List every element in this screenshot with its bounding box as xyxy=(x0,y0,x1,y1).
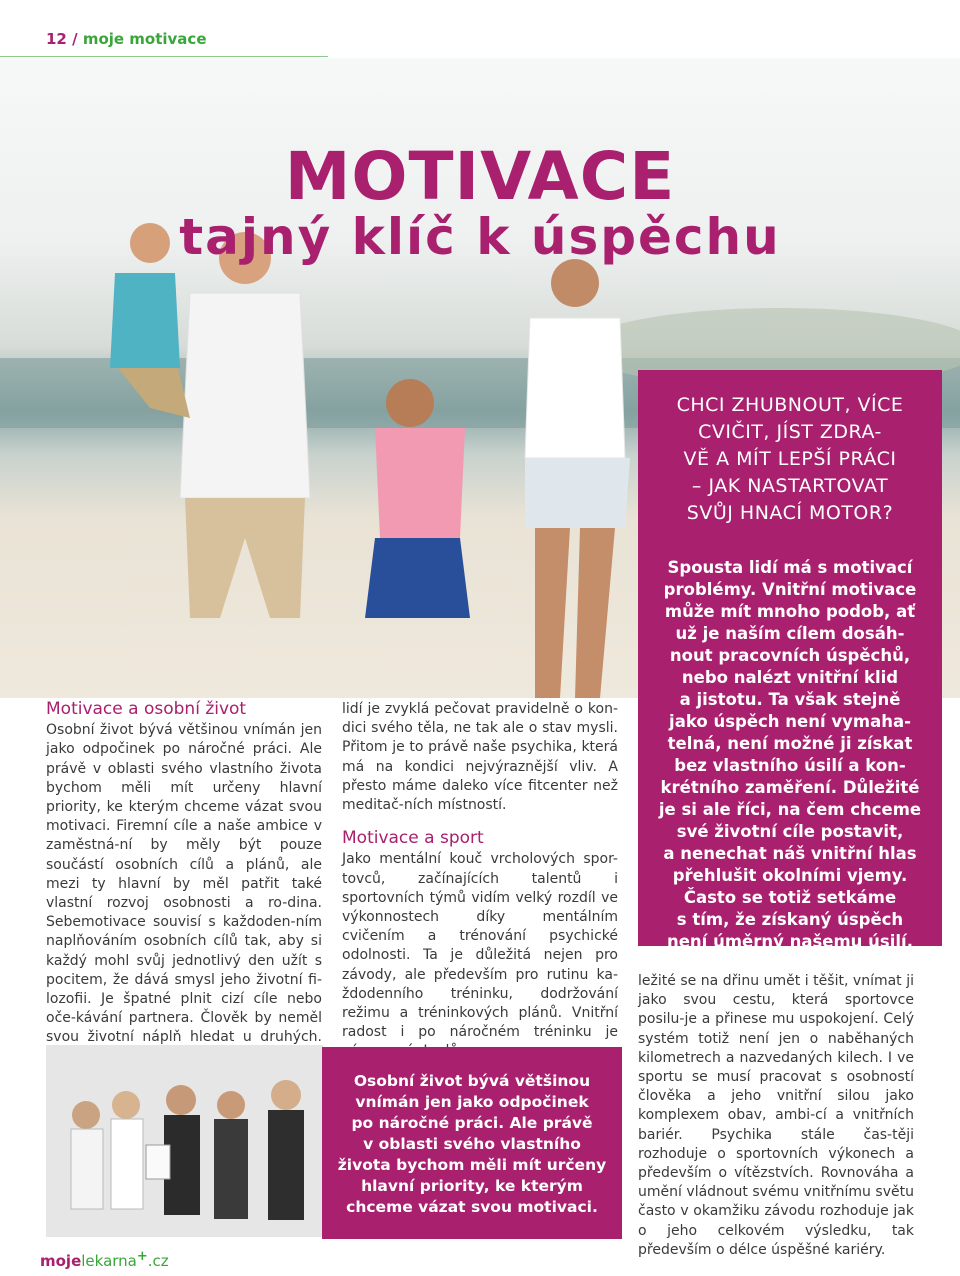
pull-quote-line: života bychom měli mít určeny xyxy=(337,1156,607,1174)
sidebar-heading-line: CHCI ZHUBNOUT, VÍCE xyxy=(676,394,904,416)
column-1 xyxy=(46,700,322,1067)
pull-quote-line: hlavní priority, ke kterým xyxy=(361,1177,583,1195)
section-heading-sport: Motivace a sport xyxy=(342,828,484,849)
sidebar-line: nout pracovních úspěchů, xyxy=(669,646,911,665)
sidebar-heading-line: – JAK NASTARTOVAT xyxy=(691,475,889,497)
pull-quote-line: chceme vázat svou motivaci. xyxy=(346,1198,598,1216)
pull-quote-line: vnímán jen jako odpočinek xyxy=(355,1093,589,1111)
page-header xyxy=(46,30,207,48)
plus-icon: + xyxy=(136,1249,148,1264)
sidebar-line: je si ale říci, na čem chceme xyxy=(658,800,922,819)
column-3-text: ležité se na dřinu umět i těšit, vnímat ji jako svou cestu, která sportovce posilu-je a přinese mu uspokojení. Celý systém totiž není jen o naběhaných kilometrech a nazvedaných kilech. I ve sportu se musí pracovat s osobností člověka a jeho vnitřní silou jako komplexem obav, ambi-cí a vnitřních bariér. Psychika stále čas-těji rozhoduje o sportovních výkonech a především o vítězstvích. Rovnováha a umění vládnout svému vnitřnímu světu často v okamžiku závodu rozhoduje jak o jeho celkovém výsledku, tak především o délce úspěšné kariéry. xyxy=(638,973,914,1258)
title-main: MOTIVACE xyxy=(284,138,676,215)
sidebar-line: Spousta lidí má s motivací xyxy=(667,558,913,577)
header-rule xyxy=(0,56,328,57)
pull-quote-line: po náročné práci. Ale právě xyxy=(351,1114,593,1132)
sidebar-line: může mít mnoho podob, ať xyxy=(664,602,916,621)
pull-quote-line: v oblasti svého vlastního xyxy=(363,1135,581,1153)
sidebar-line: bez vlastního úsilí a kon- xyxy=(674,756,906,775)
sidebar-line: své životní cíle postavit, xyxy=(676,822,904,841)
woman-figure xyxy=(525,259,630,698)
mojelekarna-logo[interactable] xyxy=(40,1249,169,1270)
sidebar-line: a nenechat náš vnitřní hlas xyxy=(663,844,917,863)
column-2 xyxy=(342,700,618,1062)
pull-quote-line: Osobní život bývá většinou xyxy=(353,1072,591,1090)
office-team-photo xyxy=(46,1045,323,1237)
page-number: 12 xyxy=(46,30,67,48)
sidebar-line: Často se totiž setkáme xyxy=(683,888,897,907)
section-heading-personal-life: Motivace a osobní život xyxy=(46,699,247,719)
pull-quote xyxy=(322,1047,622,1239)
column-1-text: Osobní život bývá většinou vnímán jen jako odpočinek po náročné práci. Ale právě v oblasti svého vlastního života bychom měli mít určeny hlavní priority, ke kterým chceme vázat svou motivaci. Firemní cíle a naše ambice v zaměstná-ní by měly být pouze součástí osobních cílů a plánů, ale mezi ty hlavní by měl patřit také vlastní rozvoj osobnosti a ro-dina. Sebemotivace souvisí s každoden-ním naplňováním osobních cílů tak, aby si každý mohl svůj jednotlivý den užít s pocitem, že dává smysl jeho životní fi-lozofii. Je špatné plnit cizí cíle nebo oče-kávání partnera. Člověk by neměl svou životní náplň hledat u druhých. xyxy=(46,722,322,1046)
sidebar-heading-line: VĚ A MÍT LEPŠÍ PRÁCI xyxy=(683,448,897,470)
column-2-text-intro: lidí je zvyklá pečovat pravidelně o kon-dici svého těla, ne tak ale o stav mysli. Přitom je to právě naše psychika, která má na kondici nejvýraznější vliv. A přesto máme daleko více fitcenter než meditač-ních místností. xyxy=(342,701,618,814)
man-figure xyxy=(180,232,310,618)
sidebar-line: nebo nalézt vnitřní klid xyxy=(681,668,899,687)
office-team-illustration xyxy=(46,1045,323,1237)
logo-part-lekarna: lekarna xyxy=(81,1252,137,1270)
sidebar-line: už je naším cílem dosáh- xyxy=(675,624,905,643)
section-name: moje motivace xyxy=(82,30,207,48)
sidebar-line: přehlušit okolními vjemy. xyxy=(672,866,908,885)
column-2-text-sport: Jako mentální kouč vrcholových spor-tovců, začínajících talentů i sportovních týmů vidím velký rozdíl ve výkonnostech díky mentálním cvičením a trénování psychické odolnosti. Ta je důležitá nejen pro závody, ale především pro rutinu ka-ždodenního tréninku, dodržování režimu a tréninkových plánů. Vnitřní radost i po náročném tréninku je xyxy=(342,851,618,1041)
logo-part-moje: moje xyxy=(40,1252,82,1270)
sidebar-line: jako úspěch není vymaha- xyxy=(669,712,911,731)
sidebar-line: problémy. Vnitřní motivace xyxy=(663,580,917,599)
sidebar-line: krétního zaměření. Důležité xyxy=(660,778,920,797)
sidebar-heading xyxy=(638,370,942,527)
sidebar-heading-line: CVIČIT, JÍST ZDRA- xyxy=(698,421,882,443)
sidebar-line: není úměrný našemu úsilí. xyxy=(667,932,913,951)
sidebar-line: a jistotu. Ta však stejně xyxy=(679,690,901,709)
header-separator: / xyxy=(66,30,83,48)
sidebar-body xyxy=(638,527,942,953)
column-3 xyxy=(638,972,914,1260)
title-subtitle: tajný klíč k úspěchu xyxy=(179,208,781,266)
sidebar-line: telná, není možné ji získat xyxy=(667,734,913,753)
sidebar-box xyxy=(638,370,942,951)
sidebar-heading-line: SVŮJ HNACÍ MOTOR? xyxy=(686,502,894,524)
logo-part-domain: .cz xyxy=(147,1252,169,1270)
sidebar-line: s tím, že získaný úspěch xyxy=(676,910,904,929)
